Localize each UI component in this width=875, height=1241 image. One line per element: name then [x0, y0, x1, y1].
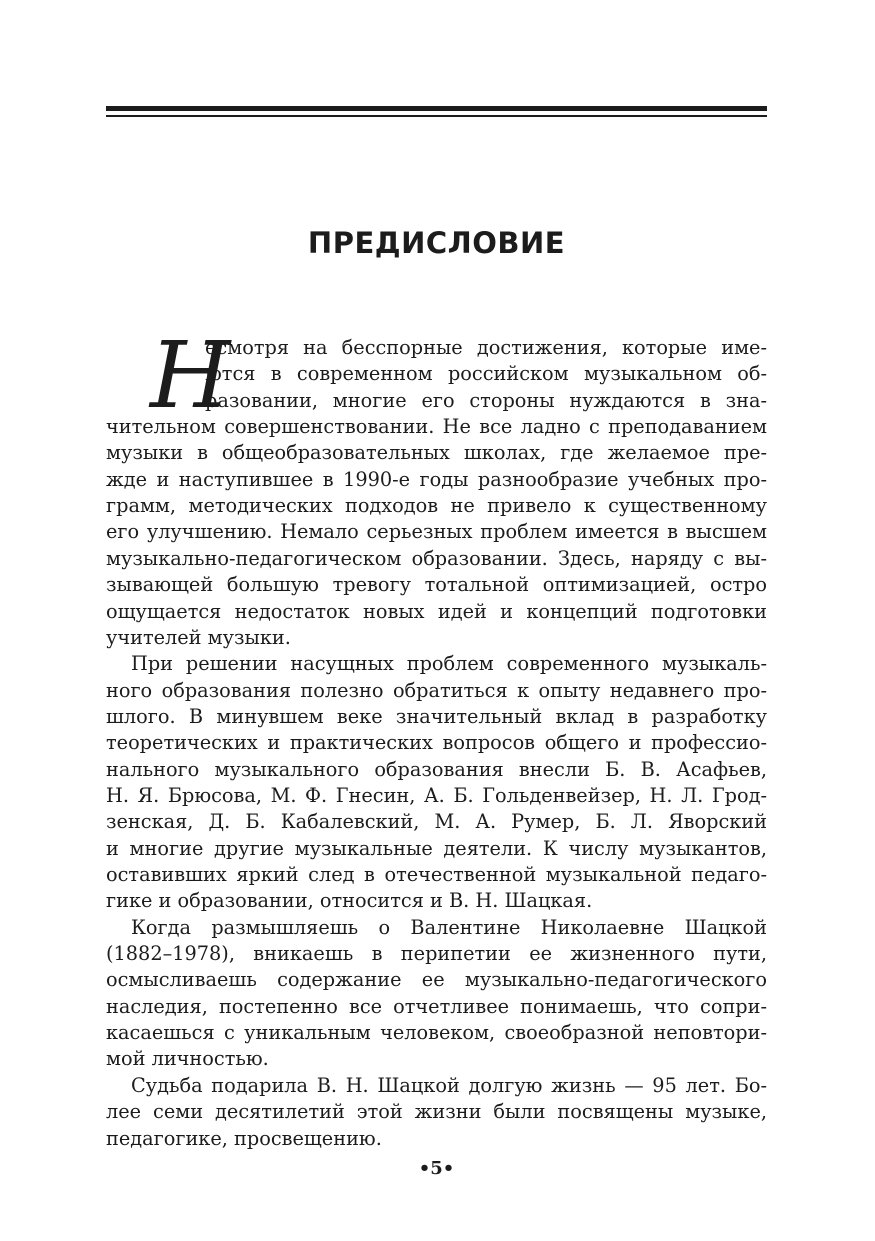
text-line: чительном совершенствовании. Не все ладно с преподаванием	[106, 415, 767, 438]
header-rule-thick	[106, 106, 767, 111]
text-line: ются в современном российском музыкальном об-	[205, 362, 767, 385]
text-line: наследия, постепенно все отчетливее понимаешь, что сопри-	[106, 995, 767, 1018]
text-line: ощущается недостаток новых идей и концепций подготовки	[106, 600, 767, 623]
text-line: лее семи десятилетий этой жизни были посвящены музыке,	[106, 1100, 767, 1123]
text-line: ного образования полезно обратиться к опыту недавнего про-	[106, 679, 767, 702]
text-line: зенская, Д. Б. Кабалевский, М. А. Румер, Б. Л. Яворский	[106, 810, 767, 833]
text-line: гике и образовании, относится и В. Н. Шацкая.	[106, 889, 593, 912]
chapter-title: ПРЕДИСЛОВИЕ	[307, 226, 566, 260]
text-line: есмотря на бесспорные достижения, которые име-	[205, 336, 767, 359]
text-line: разовании, многие его стороны нуждаются в зна-	[205, 389, 767, 412]
text-line: музыки в общеобразовательных школах, где желаемое пре-	[106, 441, 767, 464]
text-line: его улучшению. Немало серьезных проблем имеется в высшем	[106, 520, 767, 543]
text-line: учителей музыки.	[106, 626, 291, 649]
text-line: оставивших яркий след в отечественной музыкальной педаго-	[106, 863, 767, 886]
text-line: (1882–1978), вникаешь в перипетии ее жизненного пути,	[106, 942, 767, 965]
text-line: музыкально-педагогическом образовании. Здесь, наряду с вы-	[106, 547, 767, 570]
header-rule-thin	[106, 115, 767, 117]
text-line: касаешься с уникальным человеком, своеобразной неповтори-	[106, 1021, 767, 1044]
text-line: шлого. В минувшем веке значительный вклад в разработку	[106, 705, 767, 728]
text-line: грамм, методических подходов не привело к существенному	[106, 494, 767, 517]
text-line: мой личностью.	[106, 1047, 269, 1070]
text-line: Судьба подарила В. Н. Шацкой долгую жизнь — 95 лет. Бо-	[131, 1074, 767, 1097]
text-line: и многие другие музыкальные деятели. К числу музыкантов,	[106, 837, 767, 860]
text-line: зывающей большую тревогу тотальной оптимизацией, остро	[106, 573, 767, 596]
text-line: нального музыкального образования внесли Б. В. Асафьев,	[106, 758, 767, 781]
text-line: педагогике, просвещению.	[106, 1127, 382, 1150]
text-line: Н. Я. Брюсова, М. Ф. Гнесин, А. Б. Гольденвейзер, Н. Л. Грод-	[106, 784, 767, 807]
page-number: •5•	[418, 1158, 455, 1179]
text-line: жде и наступившее в 1990-е годы разнообразие учебных про-	[106, 468, 767, 491]
text-line: При решении насущных проблем современного музыкаль-	[131, 652, 767, 675]
text-line: теоретических и практических вопросов общего и профессио-	[106, 731, 767, 754]
drop-cap: Н	[150, 322, 231, 429]
text-line: осмысливаешь содержание ее музыкально-педагогического	[106, 968, 767, 991]
text-line: Когда размышляешь о Валентине Николаевне Шацкой	[131, 916, 767, 939]
